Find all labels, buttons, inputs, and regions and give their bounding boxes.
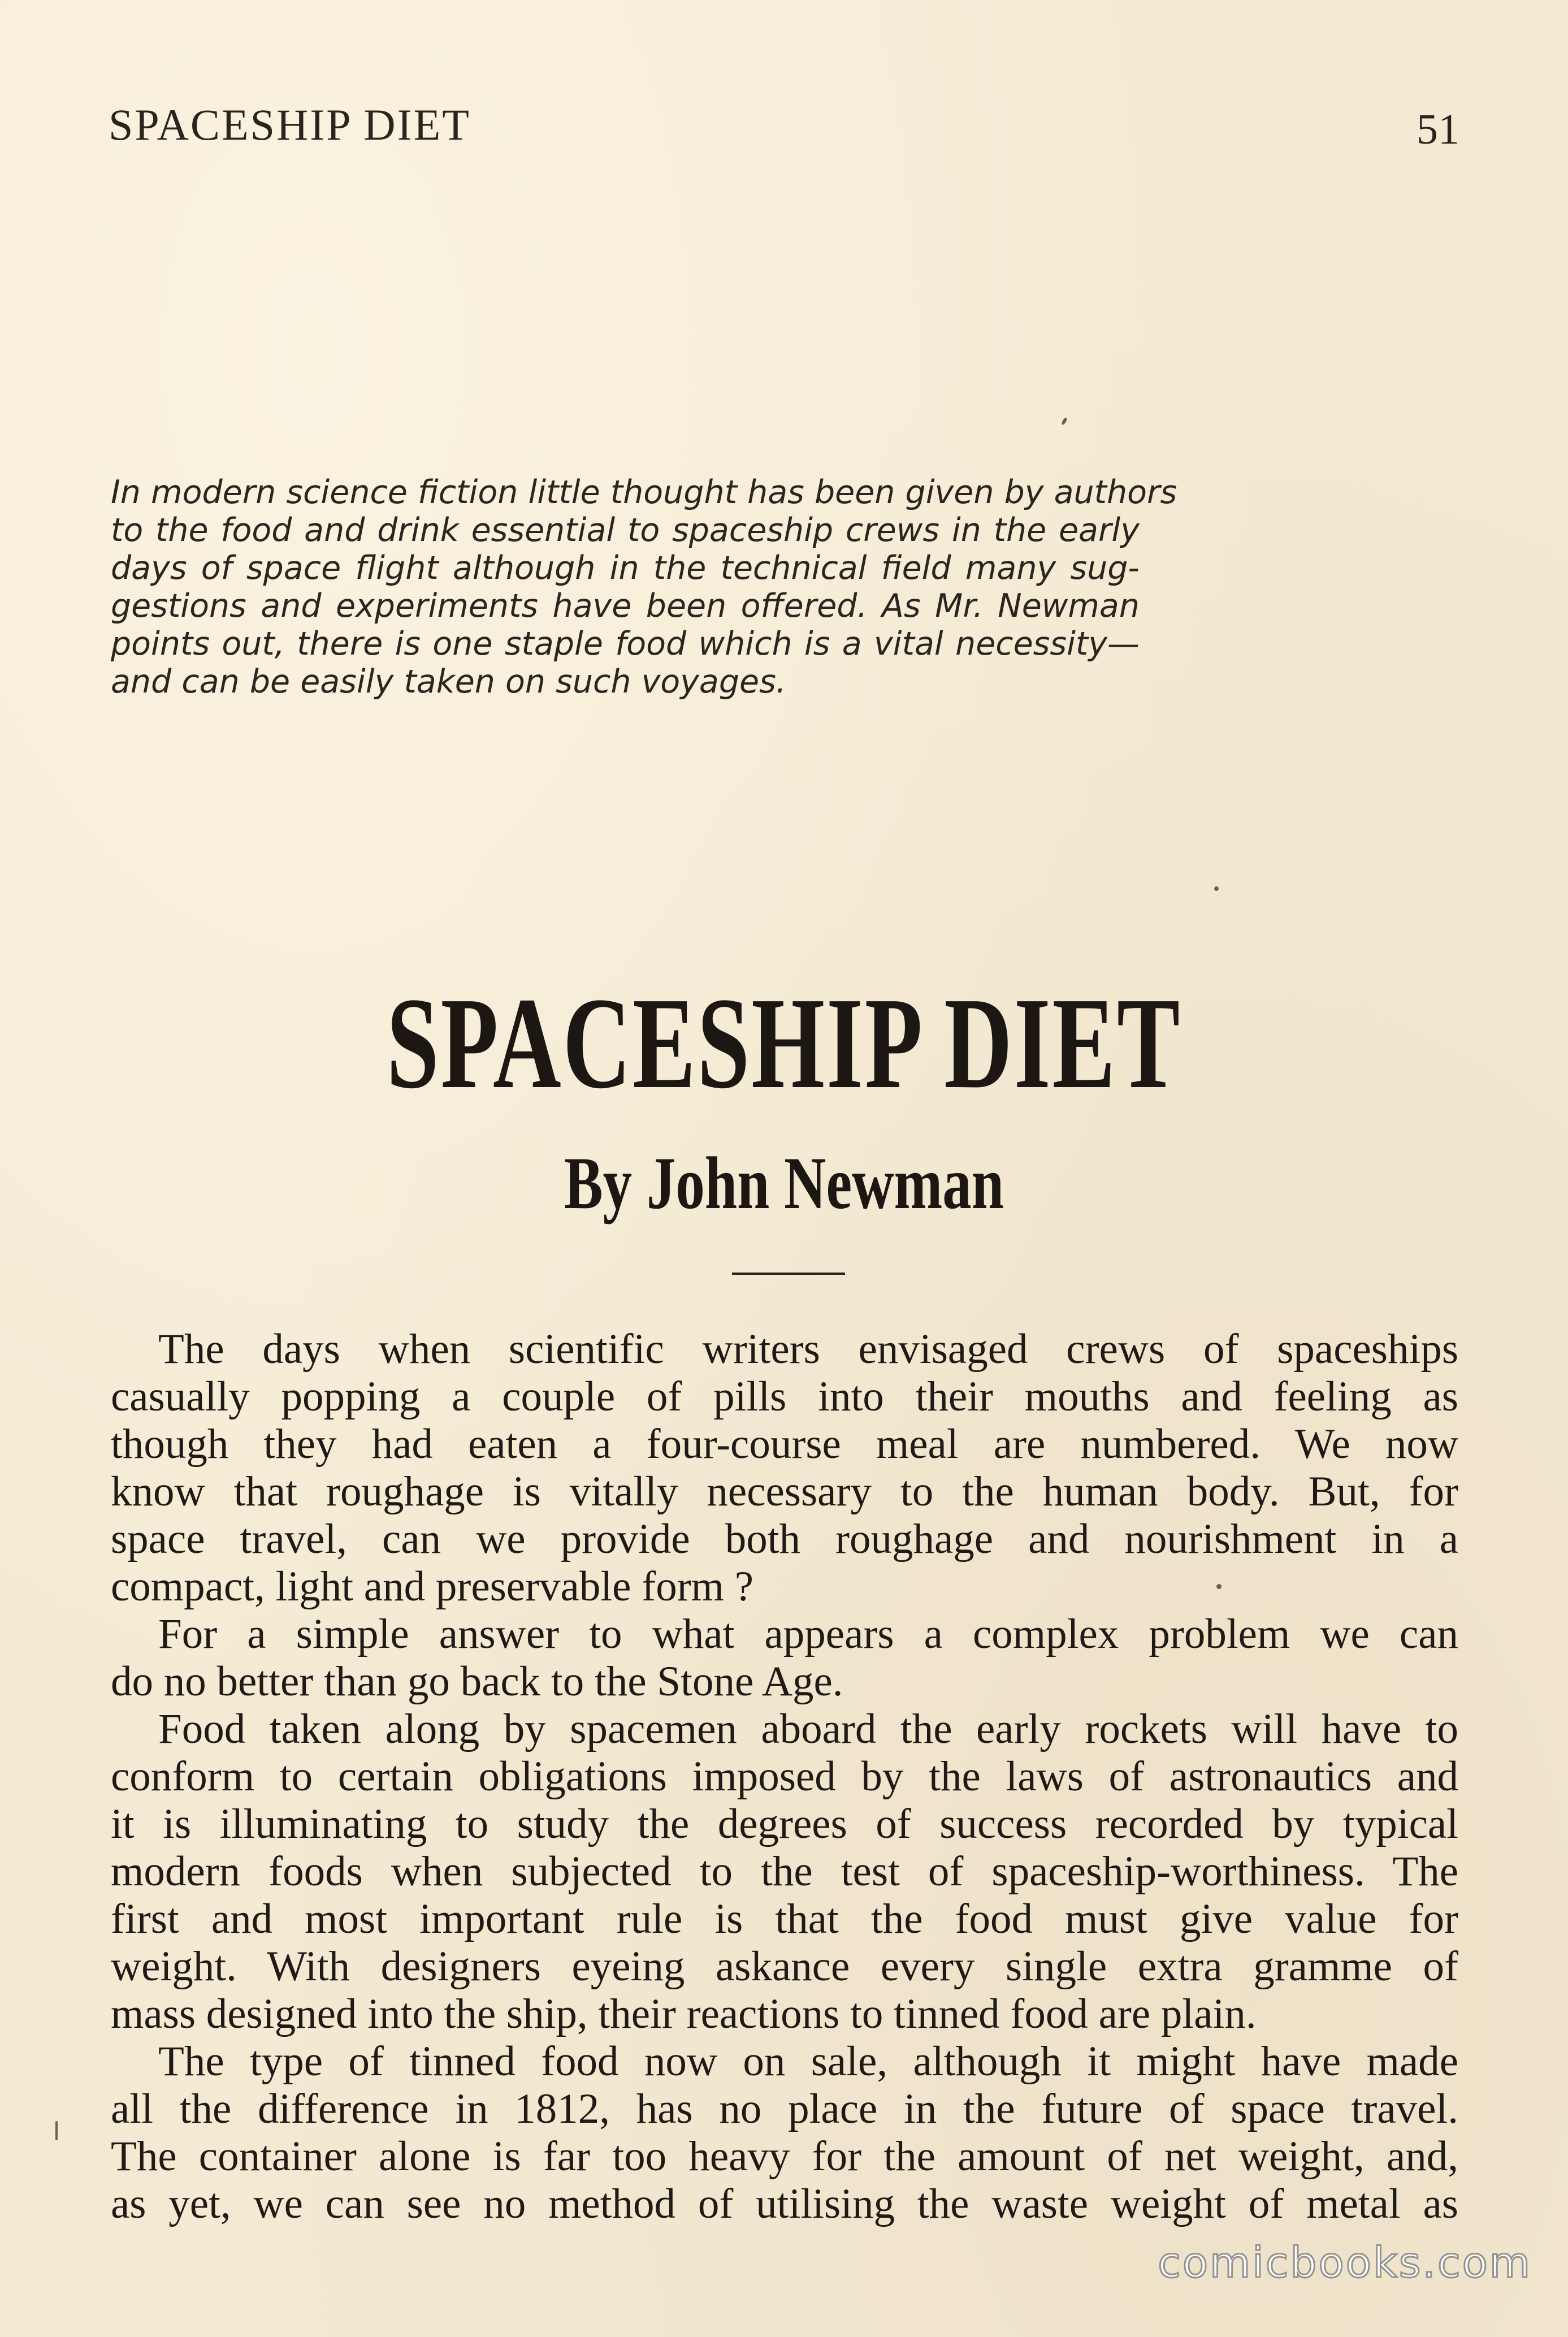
intro-blurb [111, 474, 1177, 701]
body-line: weight. With designers eyeing askance every single extra gramme of [111, 1943, 1458, 1990]
divider-rule [732, 1273, 845, 1275]
body-line: The days when scientific writers envisaged crews of spaceships [158, 1326, 1458, 1373]
paper-speck [1214, 886, 1219, 891]
intro-line: days of space flight although in the technical field many sug- [111, 549, 1140, 587]
intro-line: and can be easily taken on such voyages. [111, 663, 786, 700]
paper-speck [1061, 417, 1068, 425]
body-line: The container alone is far too heavy for the amount of net weight, and, [111, 2133, 1458, 2180]
body-line: mass designed into the ship, their reactions to tinned food are plain. [111, 1990, 1257, 2037]
body-line: conform to certain obligations imposed by the laws of astronautics and [111, 1753, 1458, 1800]
body-line: compact, light and preservable form ? [111, 1563, 754, 1610]
body-line: know that roughage is vitally necessary to the human body. But, for [111, 1468, 1458, 1515]
intro-line: gestions and experiments have been offered. As Mr. Newman [111, 587, 1140, 625]
intro-line: points out, there is one staple food which is a vital necessity— [111, 625, 1140, 663]
body-line: as yet, we can see no method of utilising the waste weight of metal as [111, 2180, 1458, 2227]
body-line: The type of tinned food now on sale, although it might have made [158, 2038, 1458, 2085]
body-line: Food taken along by spacemen aboard the early rockets will have to [158, 1706, 1458, 1752]
body-line: first and most important rule is that the food must give value for [111, 1895, 1458, 1942]
article-body [111, 1326, 1458, 2228]
body-line: it is illuminating to study the degrees of success recorded by typical [111, 1801, 1458, 1847]
intro-line: In modern science fiction little thought has been given by authors [111, 474, 1177, 511]
watermark-logo: comicbooks.com [1158, 2239, 1532, 2287]
article-byline: By John Newman [564, 1141, 1004, 1224]
body-line: modern foods when subjected to the test of spaceship-worthiness. The [111, 1848, 1458, 1895]
body-line: casually popping a couple of pills into their mouths and feeling as [111, 1373, 1458, 1420]
article-title: SPACESHIP DIET [386, 971, 1182, 1116]
intro-line: to the food and drink essential to spaceship crews in the early [111, 512, 1140, 549]
paper-speck [1216, 1584, 1222, 1589]
paper-speck [55, 2121, 58, 2140]
body-line: do no better than go back to the Stone Age. [111, 1658, 843, 1705]
body-line: space travel, can we provide both roughage and nourishment in a [111, 1516, 1458, 1563]
body-line: all the difference in 1812, has no place in the future of space travel. [111, 2085, 1458, 2132]
running-title: SPACESHIP DIET [109, 100, 471, 149]
page-number: 51 [1417, 106, 1459, 153]
body-line: For a simple answer to what appears a complex problem we can [158, 1611, 1458, 1657]
body-line: though they had eaten a four-course meal are numbered. We now [111, 1421, 1458, 1468]
